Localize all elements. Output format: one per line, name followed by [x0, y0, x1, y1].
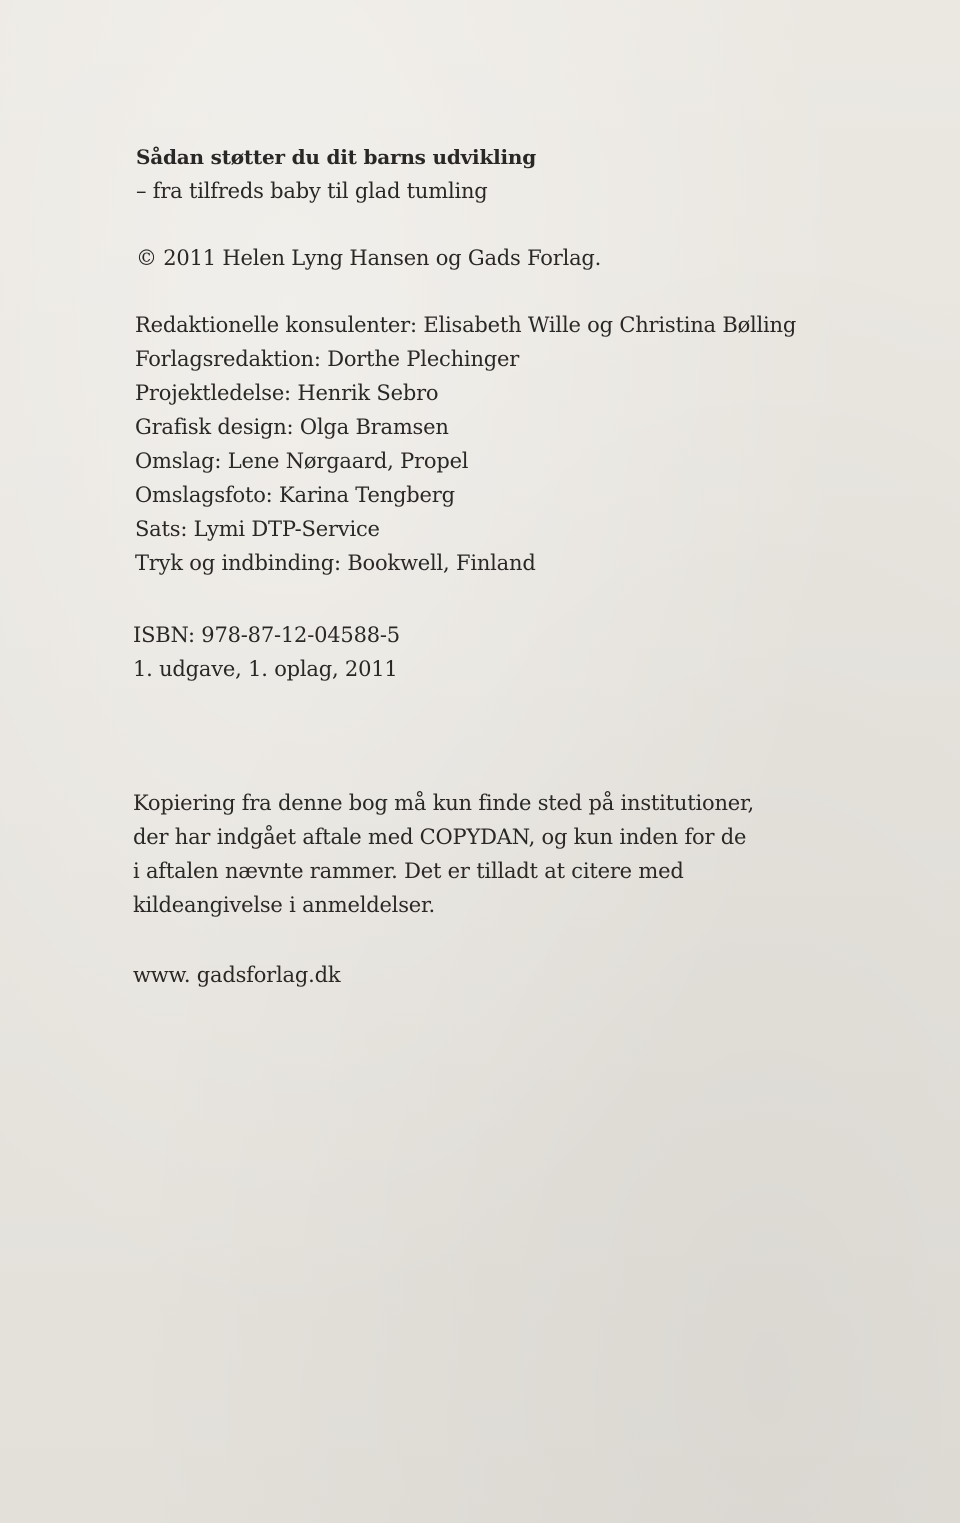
credit-line: Grafisk design: Olga Bramsen — [135, 415, 449, 439]
credit-line: Forlagsredaktion: Dorthe Plechinger — [135, 347, 520, 371]
edition-line: 1. udgave, 1. oplag, 2011 — [133, 657, 398, 681]
title-block — [136, 140, 536, 208]
credit-line: Projektledelse: Henrik Sebro — [135, 381, 439, 405]
isbn-line: ISBN: 978-87-12-04588-5 — [133, 623, 400, 647]
publication-block — [133, 618, 400, 686]
credit-line: Sats: Lymi DTP-Service — [135, 517, 380, 541]
credits-block — [135, 308, 796, 580]
notice-line: i aftalen nævnte rammer. Det er tilladt at citere med — [133, 859, 684, 883]
credit-line: Tryk og indbinding: Bookwell, Finland — [135, 551, 536, 575]
credit-line: Omslag: Lene Nørgaard, Propel — [135, 449, 469, 473]
book-subtitle: – fra tilfreds baby til glad tumling — [136, 179, 488, 203]
credit-line: Redaktionelle konsulenter: Elisabeth Wille og Christina Bølling — [135, 313, 797, 337]
copyright-block — [136, 241, 601, 275]
notice-line: der har indgået aftale med COPYDAN, og kun inden for de — [133, 825, 747, 849]
book-title: Sådan støtter du dit barns udvikling — [136, 145, 537, 169]
copying-notice — [133, 786, 754, 922]
notice-line: kildeangivelse i anmeldelser. — [133, 893, 436, 917]
notice-line: Kopiering fra denne bog må kun finde sted på institutioner, — [133, 791, 754, 815]
website-url: www. gadsforlag.dk — [133, 963, 341, 987]
credit-line: Omslagsfoto: Karina Tengberg — [135, 483, 455, 507]
copyright-line: © 2011 Helen Lyng Hansen og Gads Forlag. — [136, 246, 602, 270]
website-block — [133, 958, 340, 992]
